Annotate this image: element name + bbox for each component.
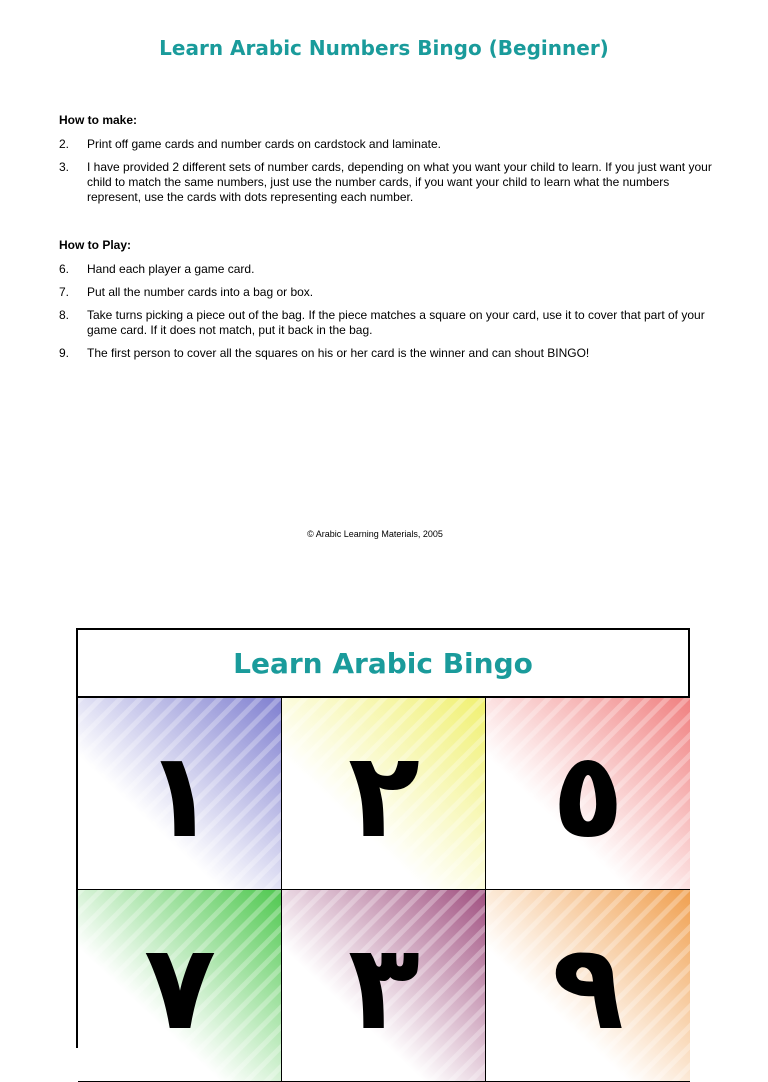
list-item-number: 6.: [59, 262, 70, 276]
list-item: [59, 160, 719, 205]
list-item-number: 8.: [59, 308, 70, 322]
list-item-number: 9.: [59, 346, 70, 360]
how-to-make-list: [59, 137, 719, 213]
list-item: [59, 137, 719, 152]
bingo-card: [76, 628, 690, 1056]
how-to-play-list: [59, 262, 719, 369]
list-item: [59, 262, 719, 277]
bingo-cell: [486, 890, 690, 1082]
bingo-cell: [78, 890, 282, 1082]
arabic-numeral: ٧: [143, 918, 217, 1056]
arabic-numeral: ٩: [551, 918, 625, 1056]
bingo-cell-background: [78, 890, 282, 1082]
list-item: [59, 285, 719, 300]
arabic-numeral: ٥: [551, 726, 625, 864]
list-item-number: 3.: [59, 160, 70, 174]
bingo-cell: [486, 698, 690, 890]
list-item-number: 2.: [59, 137, 70, 151]
list-item: [59, 308, 719, 338]
bingo-cell-background: [486, 890, 690, 1082]
list-item-number: 7.: [59, 285, 70, 299]
how-to-play-heading: How to Play:: [59, 238, 132, 252]
bingo-cell-background: [282, 698, 486, 890]
arabic-numeral: ١: [143, 726, 217, 864]
bingo-cell: [78, 698, 282, 890]
page-title: Learn Arabic Numbers Bingo (Beginner): [159, 36, 609, 60]
bingo-cell-background: [282, 890, 486, 1082]
bingo-cell: [282, 698, 486, 890]
arabic-numeral: ٢: [347, 726, 421, 864]
how-to-make-heading: How to make:: [59, 113, 138, 127]
bingo-cell-background: [78, 698, 282, 890]
copyright-notice: © Arabic Learning Materials, 2005: [307, 529, 443, 539]
arabic-numeral: ٣: [347, 918, 421, 1056]
list-item: [59, 346, 719, 361]
list-item-text: Hand each player a game card.: [87, 262, 255, 276]
list-item-text: The first person to cover all the squares on his or her card is the winner and can shout BINGO!: [87, 346, 590, 360]
list-item-text: I have provided 2 different sets of number cards, depending on what you want your child to learn. If you just want your child to match the same numbers, just use the number cards, if you want your child to learn what the numbers represent, use the cards with dots representing each number.: [87, 160, 712, 204]
list-item-text: Print off game cards and number cards on cardstock and laminate.: [87, 137, 441, 151]
list-item-text: Take turns picking a piece out of the bag. If the piece matches a square on your card, use it to cover that part of your game card. If it does not match, put it back in the bag.: [87, 308, 705, 337]
list-item-text: Put all the number cards into a bag or box.: [87, 285, 314, 299]
bingo-grid: [78, 698, 688, 1082]
bingo-cell: [282, 890, 486, 1082]
bingo-card-title: Learn Arabic Bingo: [78, 630, 688, 698]
bingo-cell-background: [486, 698, 690, 890]
